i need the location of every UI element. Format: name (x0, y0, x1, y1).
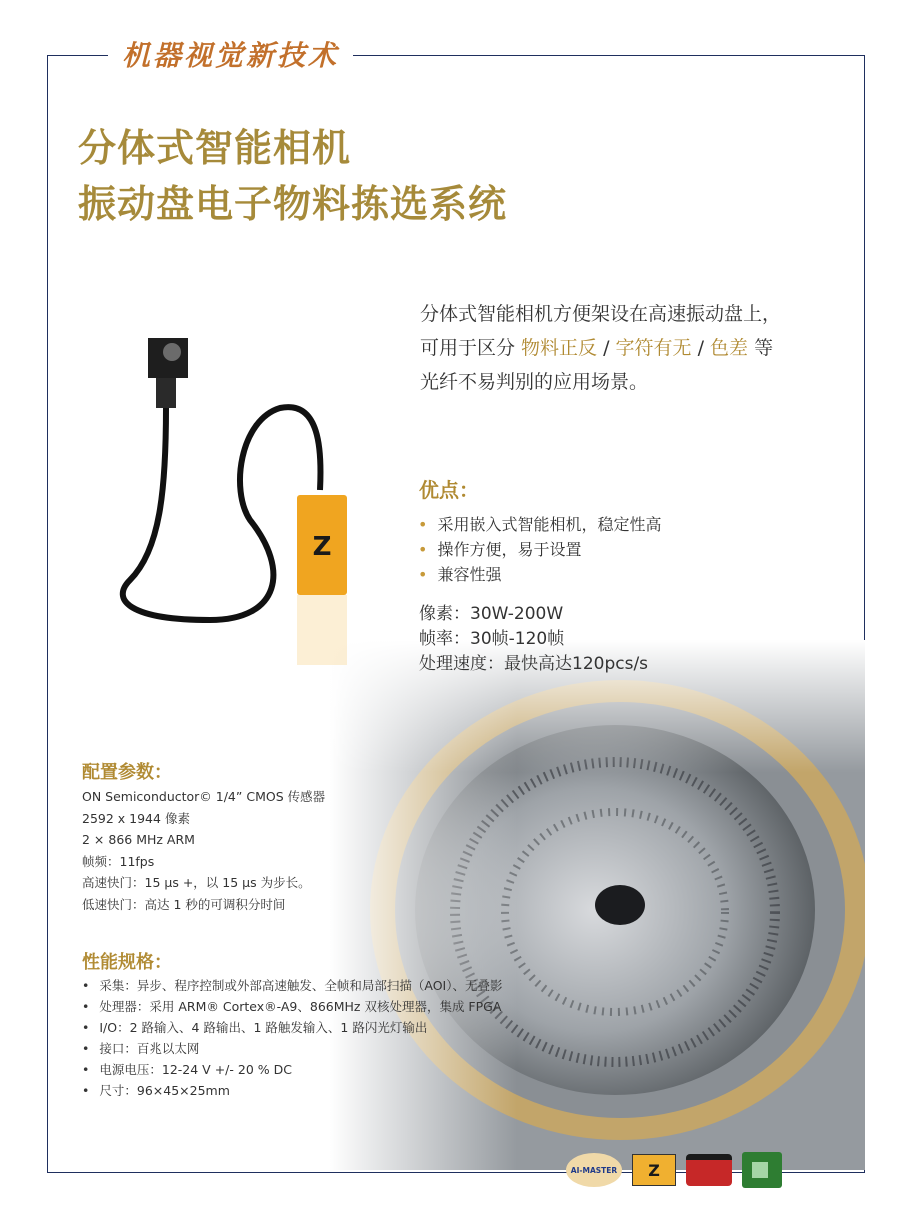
list-item: • 兼容性强 (418, 562, 661, 587)
performance-list (82, 975, 502, 1101)
title-line-2: 振动盘电子物料拣选系统 (78, 182, 508, 226)
key-specs (419, 602, 648, 677)
highlight-orientation: 物料正反 (521, 337, 598, 359)
ai-master-logo: AI-MASTER (566, 1153, 622, 1187)
intro-line-3: 光纤不易判别的应用场景。 (420, 371, 649, 393)
title-line-1: 分体式智能相机 (78, 126, 352, 170)
config-title: 配置参数： (82, 762, 172, 783)
spec-framerate: 帧率：30帧-120帧 (419, 629, 565, 649)
intro-paragraph (420, 297, 860, 399)
performance-title: 性能规格： (82, 952, 172, 973)
list-item: • 接口：百兆以太网 (82, 1038, 502, 1059)
config-line: 高速快门：15 µs +，以 15 µs 为步长。 (82, 875, 311, 890)
list-item: • 处理器：采用 ARM® Cortex®-A9、866MHz 双核处理器，集成 FPGA (82, 996, 502, 1017)
highlight-characters: 字符有无 (615, 337, 692, 359)
list-item: • 采用嵌入式智能相机，稳定性高 (418, 512, 661, 537)
config-params (82, 786, 325, 915)
list-item: • 操作方便，易于设置 (418, 537, 661, 562)
smart-camera-photo (90, 290, 390, 710)
list-item: • I/O：2 路输入、4 路输出、1 路触发输入、1 路闪光灯输出 (82, 1017, 502, 1038)
highlight-color: 色差 (710, 337, 749, 359)
advantages-list (418, 512, 661, 587)
list-item: • 采集：异步、程序控制或外部高速触发、全帧和局部扫描（AOI）、无叠影 (82, 975, 502, 996)
config-line: 2 × 866 MHz ARM (82, 832, 195, 847)
intro-line-1: 分体式智能相机方便架设在高速振动盘上， (420, 303, 782, 325)
list-item: • 电源电压：12-24 V +/- 20 % DC (82, 1059, 502, 1080)
config-line: ON Semiconductor© 1/4” CMOS 传感器 (82, 789, 326, 804)
header-tag: 机器视觉新技术 (108, 38, 353, 74)
advantages-title: 优点： (419, 478, 479, 502)
vcz-camera-logo: Z (632, 1154, 676, 1186)
circuit-board-logo (742, 1152, 782, 1188)
config-line: 帧频：11fps (82, 853, 155, 869)
config-line: 2592 x 1944 像素 (82, 810, 190, 826)
list-item: • 尺寸：96×45×25mm (82, 1080, 502, 1101)
spec-pixels: 像素：30W-200W (419, 604, 564, 624)
intro-line-2: 可用于区分 物料正反 / 字符有无 / 色差 等 (420, 337, 774, 359)
config-line: 低速快门：高达 1 秒的可调积分时间 (82, 896, 286, 912)
spec-speed: 处理速度：最快高达120pcs/s (419, 654, 649, 674)
page-title (78, 120, 507, 232)
svg-text:Z: Z (312, 532, 332, 562)
red-device-logo (686, 1154, 732, 1186)
brand-logos (566, 1150, 782, 1190)
